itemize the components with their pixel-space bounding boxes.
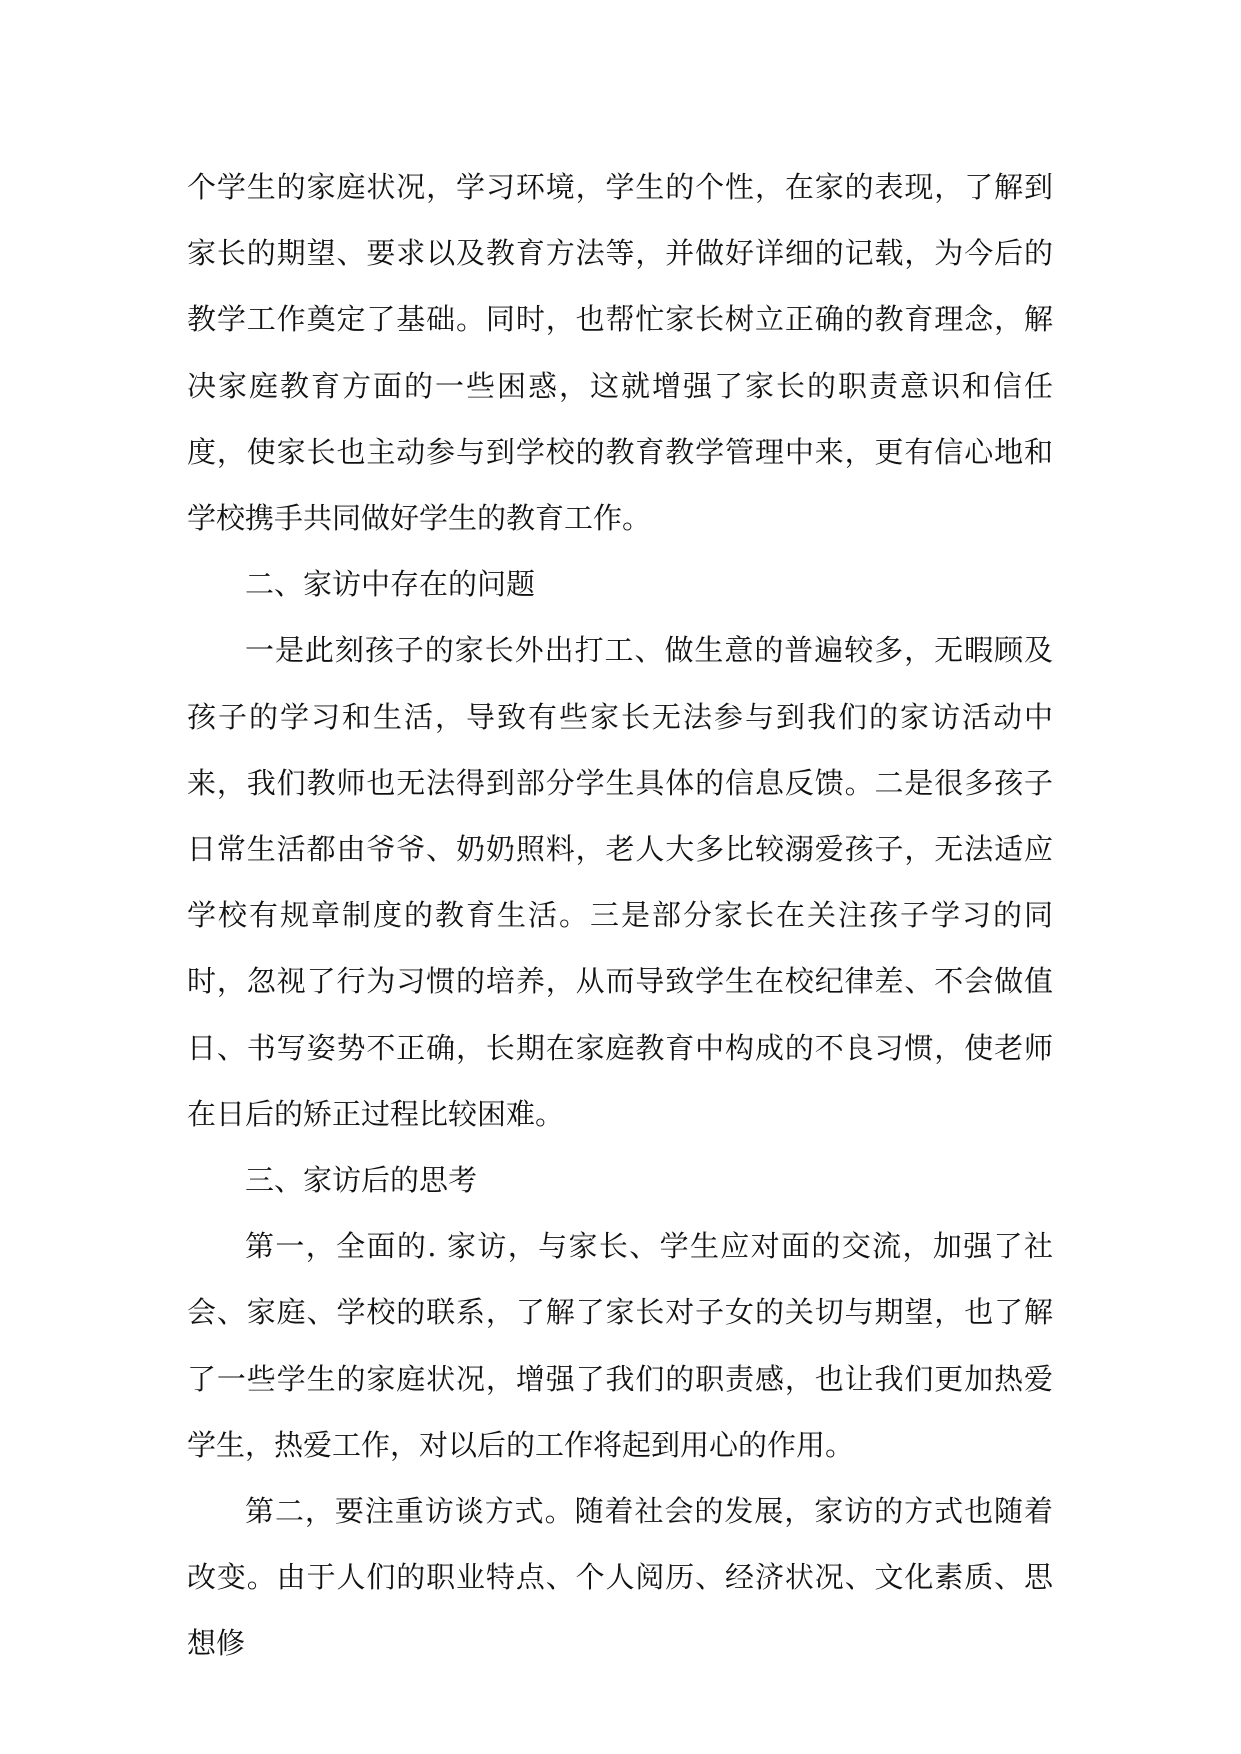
section-heading-reflection: 三、家访后的思考 (245, 1163, 478, 1198)
document-body (187, 154, 1053, 1677)
section-heading-problems: 二、家访中存在的问题 (245, 567, 536, 602)
paragraph-problems: 一是此刻孩子的家长外出打工、做生意的普遍较多，无暇顾及孩子的学习和生活，导致有些家长无法参与到我们的家访活动中来，我们教师也无法得到部分学生具体的信息反馈。二是很多孩子日常生活都由爷爷、奶奶照料，老人大多比较溺爱孩子，无法适应学校有规章制度的教育生活。三是部分家长在关注孩子学习的同时，忽视了行为习惯的培养，从而导致学生在校纪律差、不会做值日、书写姿势不正确，长期在家庭教育中构成的不良习惯，使老师在日后的矫正过程比较困难。 (187, 633, 1053, 1131)
paragraph-reflection-first: 第一，全面的. 家访，与家长、学生应对面的交流，加强了社会、家庭、学校的联系，了解了家长对子女的关切与期望，也了解了一些学生的家庭状况，增强了我们的职责感，也让我们更加热爱学生，热爱工作，对以后的工作将起到用心的作用。 (187, 1229, 1053, 1462)
paragraph-family-situation-continued: 个学生的家庭状况，学习环境，学生的个性，在家的表现，了解到家长的期望、要求以及教育方法等，并做好详细的记载，为今后的教学工作奠定了基础。同时，也帮忙家长树立正确的教育理念，解决家庭教育方面的一些困惑，这就增强了家长的职责意识和信任度，使家长也主动参与到学校的教育教学管理中来，更有信心地和学校携手共同做好学生的教育工作。 (187, 170, 1053, 536)
paragraph-reflection-second: 第二，要注重访谈方式。随着社会的发展，家访的方式也随着改变。由于人们的职业特点、个人阅历、经济状况、文化素质、思想修 (187, 1494, 1053, 1661)
